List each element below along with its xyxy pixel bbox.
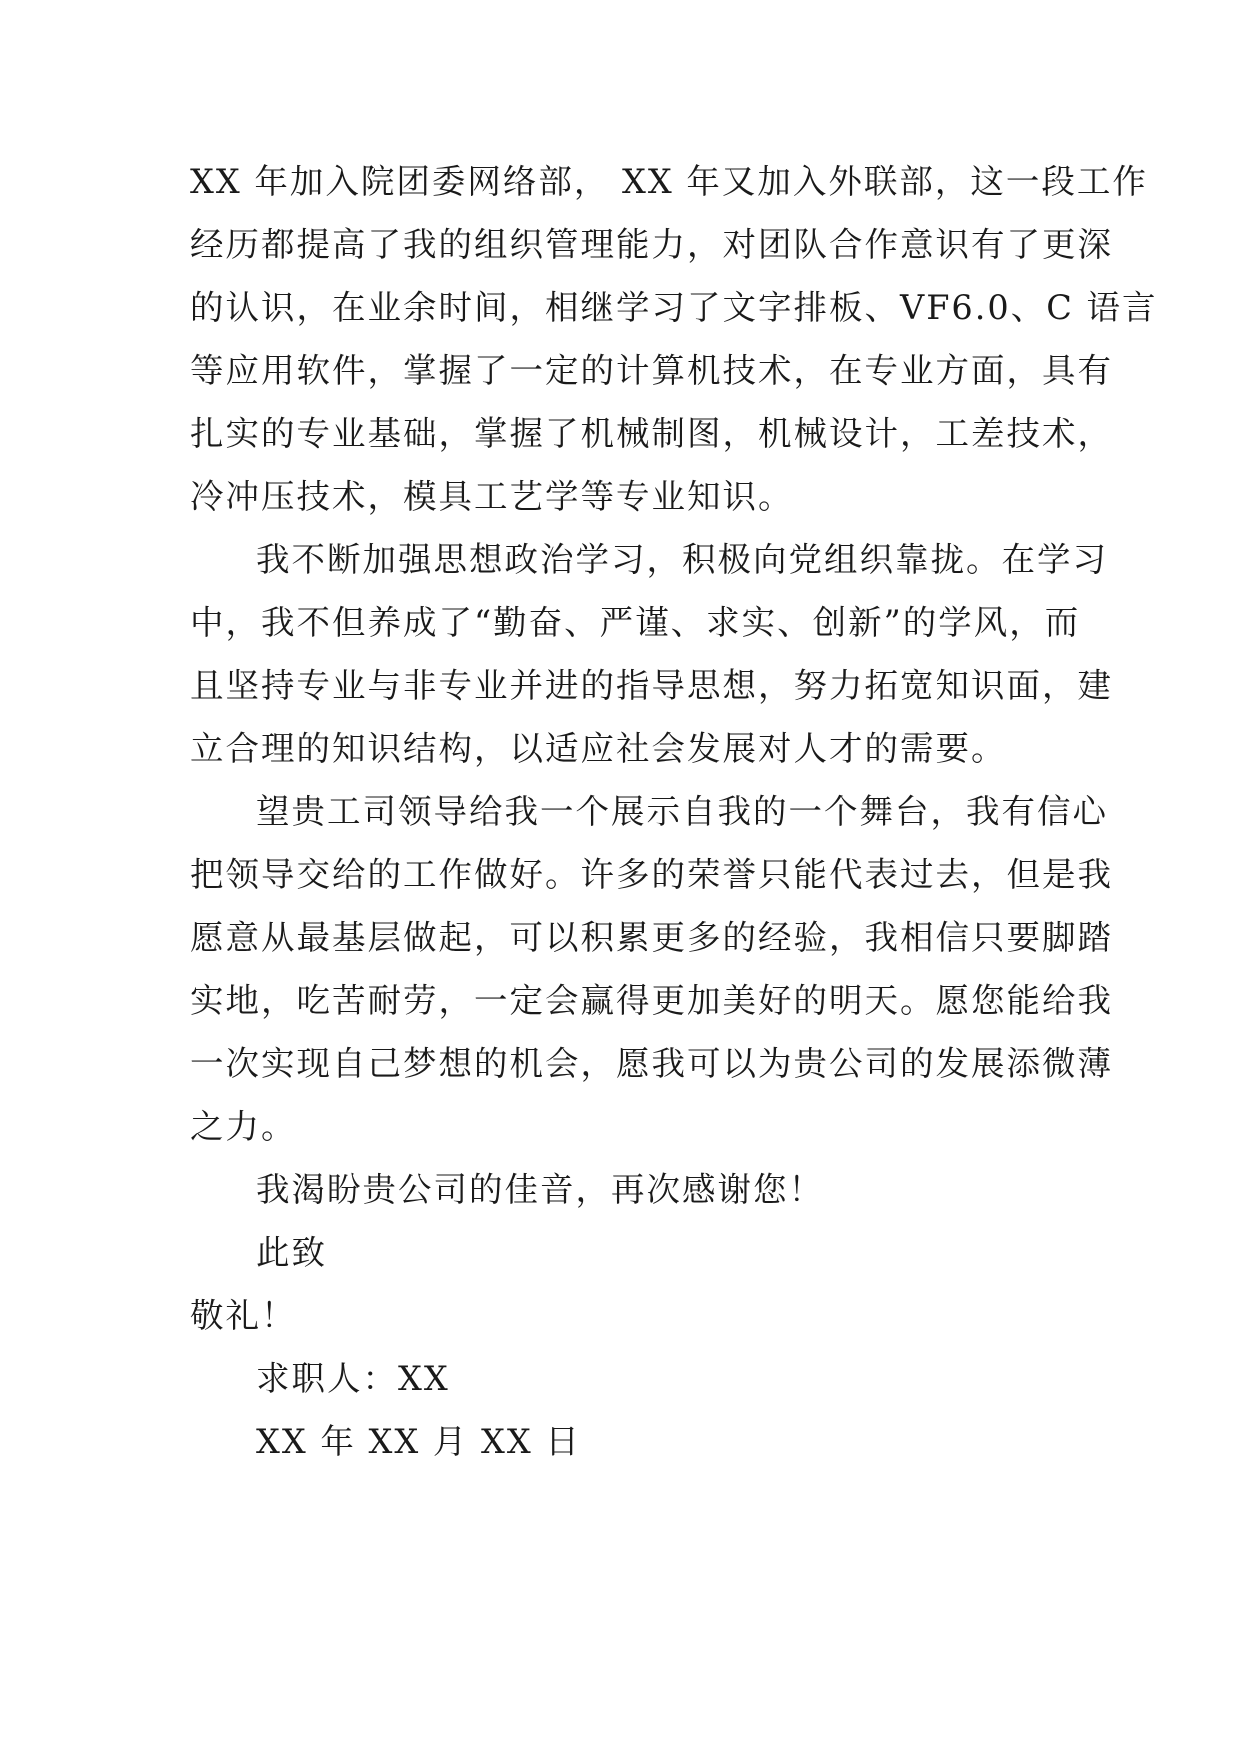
text-line: 把领导交给的工作做好。许多的荣誉只能代表过去，但是我 (190, 855, 1113, 894)
text-line: 望贵工司领导给我一个展示自我的一个舞台，我有信心 (256, 792, 1108, 831)
text-line: 一次实现自己梦想的机会，愿我可以为贵公司的发展添微薄 (190, 1044, 1113, 1083)
signature-line: 求职人：XX (256, 1359, 450, 1398)
text-line: XX 年加入院团委网络部， XX 年又加入外联部，这一段工作 (190, 162, 1148, 201)
text-line: 的认识，在业余时间，相继学习了文字排板、VF6.0、C 语言 (190, 288, 1158, 327)
letter-body (190, 150, 1158, 1473)
text-line: 立合理的知识结构，以适应社会发展对人才的需要。 (190, 729, 1007, 768)
text-line: 愿意从最基层做起，可以积累更多的经验，我相信只要脚踏 (190, 918, 1113, 957)
salutation-line: 敬礼！ (190, 1296, 297, 1335)
text-line: 扎实的专业基础，掌握了机械制图，机械设计，工差技术， (190, 414, 1113, 453)
salutation-line: 此致 (256, 1233, 327, 1272)
date-line: XX 年 XX 月 XX 日 (256, 1422, 581, 1461)
closing-line: 我渴盼贵公司的佳音，再次感谢您！ (256, 1170, 824, 1209)
text-line: 冷冲压技术，模具工艺学等专业知识。 (190, 477, 794, 516)
text-line: 经历都提高了我的组织管理能力，对团队合作意识有了更深 (190, 225, 1113, 264)
text-line: 且坚持专业与非专业并进的指导思想，努力拓宽知识面，建 (190, 666, 1113, 705)
text-line: 实地，吃苦耐劳，一定会赢得更加美好的明天。愿您能给我 (190, 981, 1113, 1020)
text-line: 中，我不但养成了“勤奋、严谨、求实、创新”的学风，而 (190, 603, 1081, 642)
text-line: 之力。 (190, 1107, 297, 1146)
text-line: 我不断加强思想政治学习，积极向党组织靠拢。在学习 (256, 540, 1108, 579)
text-line: 等应用软件，掌握了一定的计算机技术，在专业方面，具有 (190, 351, 1113, 390)
